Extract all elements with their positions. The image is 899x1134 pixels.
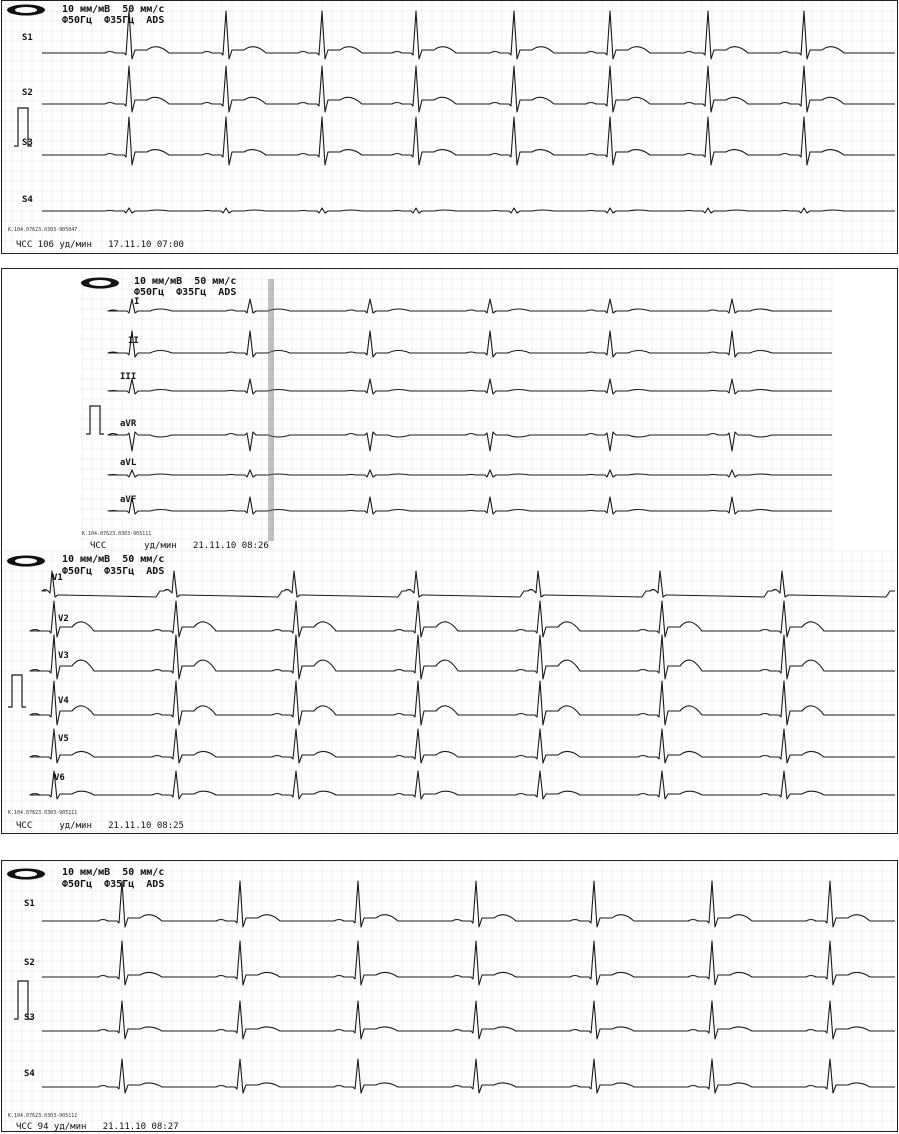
ecg-trace-s1 [42, 11, 895, 59]
lead-label-v5: V5 [58, 734, 69, 744]
header-line-2: Ф50Гц Ф35Гц ADS [134, 287, 237, 298]
header-line-1: 10 мм/мВ 50 мм/с [134, 276, 237, 287]
ecg-trace-s2 [42, 66, 895, 112]
artifact-streak [268, 279, 274, 541]
ecg-trace-v6 [30, 771, 895, 799]
lead-label-s4: S4 [22, 195, 33, 205]
ecg-grid [2, 1, 898, 254]
ecg-trace-i [108, 299, 832, 313]
device-serial: К.104.07623.0303-905111 [82, 531, 152, 537]
device-logo-icon [6, 555, 46, 567]
ecg-trace-v4 [30, 681, 895, 725]
footer-hr-date: ЧСС 106 уд/мин 17.11.10 07:00 [16, 240, 184, 250]
lead-label-avf: aVF [120, 495, 137, 505]
lead-label-s3: S3 [22, 138, 33, 148]
lead-label-v4: V4 [58, 696, 69, 706]
device-logo-icon [6, 868, 46, 880]
lead-label-avl: aVL [120, 458, 137, 468]
device-logo-icon [80, 277, 120, 289]
ecg-trace-s4 [42, 1059, 895, 1093]
ecg-grid [2, 861, 898, 1132]
lead-label-v2: V2 [58, 614, 69, 624]
lead-label-v3: V3 [58, 651, 69, 661]
ecg-trace-v3 [30, 635, 895, 679]
footer-hr-date: ЧСС уд/мин 21.11.10 08:26 [90, 541, 269, 551]
ecg-panel-1 [1, 0, 898, 254]
ecg-traces-panel-3 [2, 861, 898, 1132]
lead-label-v1: V1 [52, 573, 63, 583]
ecg-trace-s1 [42, 881, 895, 927]
footer-hr-date: ЧСС уд/мин 21.11.10 08:25 [16, 821, 184, 831]
calibration-pulse [86, 406, 104, 434]
ecg-panel-3 [1, 860, 898, 1132]
lead-label-ii: II [128, 336, 139, 346]
ecg-trace-v2 [30, 601, 895, 637]
lead-label-s3: S3 [24, 1013, 35, 1023]
lead-label-s1: S1 [22, 33, 33, 43]
header-line-2: Ф50Гц Ф35Гц ADS [62, 879, 165, 890]
lead-label-i: I [134, 297, 140, 307]
lead-label-s2: S2 [22, 88, 33, 98]
header-line-1: 10 мм/мВ 50 мм/с [62, 867, 165, 878]
ecg-trace-s4 [42, 208, 895, 213]
ecg-trace-iii [108, 379, 832, 394]
lead-label-s1: S1 [24, 899, 35, 909]
ecg-trace-avr [108, 432, 832, 451]
device-serial: К.104.07623.0303-905047 [8, 227, 78, 233]
lead-label-s4: S4 [24, 1069, 35, 1079]
ecg-trace-ii [108, 331, 832, 357]
lead-label-avr: aVR [120, 419, 137, 429]
ecg-panel-2 [1, 268, 898, 834]
ecg-trace-s3 [42, 1001, 895, 1039]
ecg-trace-s2 [42, 941, 895, 985]
ecg-traces-panel-2 [2, 269, 898, 834]
ecg-traces-panel-1 [2, 1, 898, 254]
ecg-trace-avl [108, 470, 832, 477]
header-line-2: Ф50Гц Ф35Гц ADS [62, 15, 165, 26]
ecg-trace-avf [108, 497, 832, 514]
lead-label-v6: V6 [54, 773, 65, 783]
ecg-trace-v1 [42, 571, 895, 597]
header-line-1: 10 мм/мВ 50 мм/с [62, 554, 165, 565]
header-line-2: Ф50Гц Ф35Гц ADS [62, 566, 165, 577]
device-logo-icon [6, 4, 46, 16]
device-serial: К.104.07623.0303-905111 [8, 1113, 78, 1119]
lead-label-s2: S2 [24, 958, 35, 968]
ecg-trace-v5 [30, 729, 895, 763]
header-line-1: 10 мм/мВ 50 мм/с [62, 4, 165, 15]
footer-hr-date: ЧСС 94 уд/мин 21.11.10 08:27 [16, 1122, 179, 1132]
lead-label-iii: III [120, 372, 137, 382]
device-serial: К.104.07623.0303-905111 [8, 810, 78, 816]
